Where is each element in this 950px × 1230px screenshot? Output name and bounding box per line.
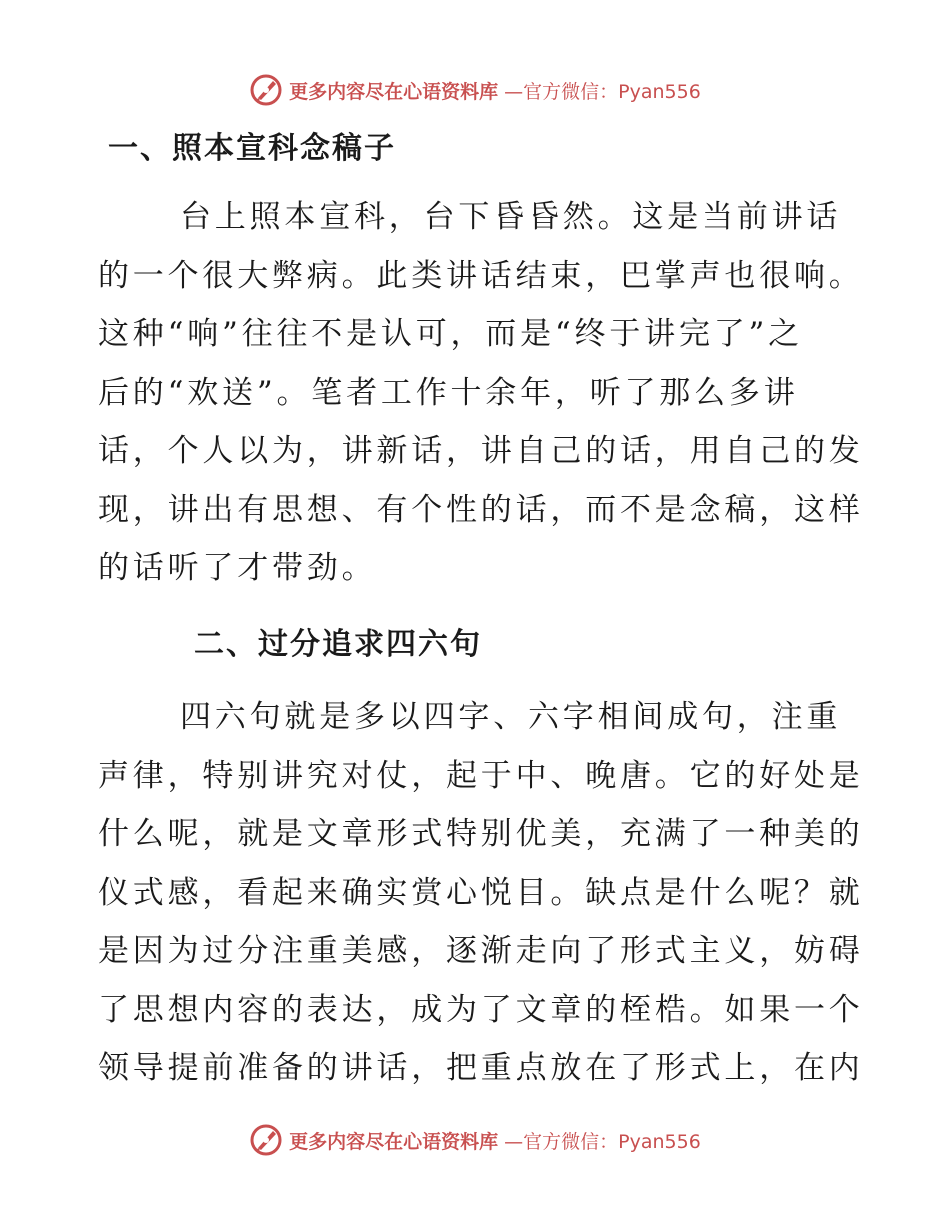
paragraph-line: 声律，特别讲究对仗，起于中、晚唐。它的好处是 <box>98 757 864 794</box>
quill-seal-icon <box>249 73 283 107</box>
paragraph-1 <box>98 188 864 598</box>
footer-banner-wechat: —官方微信：Pyan556 <box>504 1130 701 1153</box>
footer-banner-content <box>249 1123 701 1157</box>
paragraph-line: 这种“响”往往不是认可，而是“终于讲完了”之 <box>98 316 803 352</box>
footer-banner <box>0 1120 950 1160</box>
paragraph-line: 后的“欢送”。笔者工作十余年，听了那么多讲 <box>98 374 799 411</box>
paragraph-line: 了思想内容的表达，成为了文章的桎梏。如果一个 <box>98 991 864 1028</box>
header-banner-text: 更多内容尽在心语资料库 <box>289 80 499 103</box>
header-banner <box>0 70 950 110</box>
paragraph-line: 话，个人以为，讲新话，讲自己的话，用自己的发 <box>98 433 864 469</box>
paragraph-line: 仪式感，看起来确实赏心悦目。缺点是什么呢？就 <box>98 874 864 911</box>
header-banner-content <box>249 73 701 107</box>
section-heading-2: 二、过分追求四六句 <box>194 627 482 662</box>
header-banner-wechat: —官方微信：Pyan556 <box>504 80 701 103</box>
paragraph-line: 台上照本宣科，台下昏昏然。这是当前讲话 <box>180 199 842 235</box>
paragraph-2 <box>98 688 864 1098</box>
paragraph-line: 四六句就是多以四字、六字相间成句，注重 <box>180 699 842 735</box>
paragraph-line: 的话听了才带劲。 <box>98 550 377 586</box>
paragraph-line: 是因为过分注重美感，逐渐走向了形式主义，妨碍 <box>98 933 864 969</box>
footer-banner-text: 更多内容尽在心语资料库 <box>289 1130 499 1153</box>
paragraph-line: 什么呢，就是文章形式特别优美，充满了一种美的 <box>98 816 864 852</box>
section-heading-1: 一、照本宣科念稿子 <box>108 131 396 166</box>
paragraph-line: 现，讲出有思想、有个性的话，而不是念稿，这样 <box>98 491 864 528</box>
quill-seal-icon <box>249 1123 283 1157</box>
paragraph-line: 的一个很大弊病。此类讲话结束，巴掌声也很响。 <box>98 257 864 294</box>
paragraph-line: 领导提前准备的讲话，把重点放在了形式上，在内 <box>98 1050 864 1086</box>
